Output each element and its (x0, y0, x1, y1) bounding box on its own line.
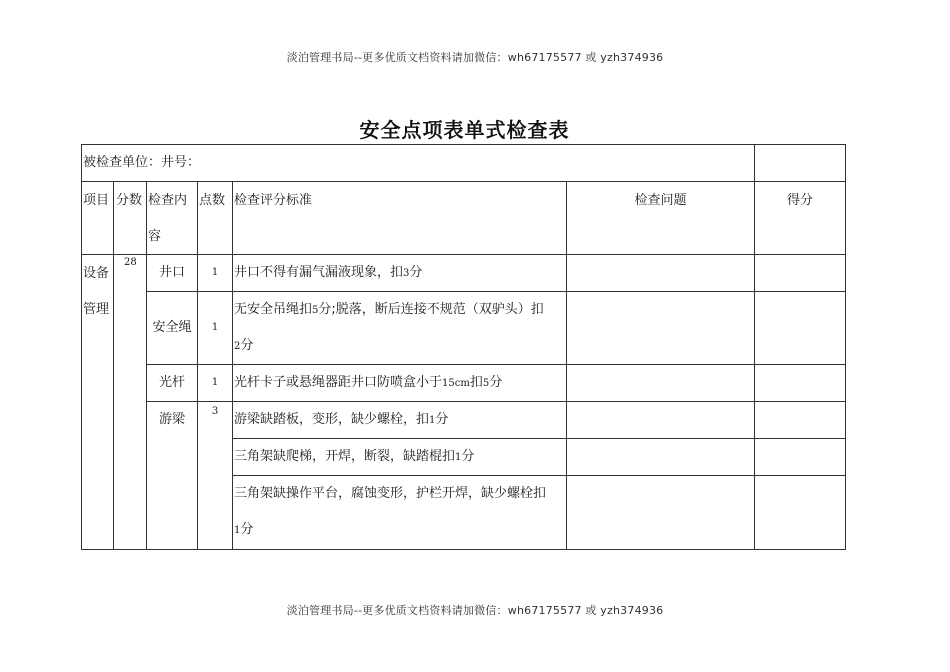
watermark-bottom: 淡泊管理书局--更多优质文档资料请加微信：wh67175577 或 yzh374936 (286, 604, 664, 617)
inspected-unit-label: 被检查单位：井号： (83, 155, 201, 170)
row-line (81, 181, 846, 182)
header-item: 项目 (83, 193, 110, 208)
header-problems: 检查问题 (634, 193, 687, 208)
table-border-left (81, 144, 82, 550)
section-name-line1: 设备 (83, 266, 110, 281)
header-result: 得分 (786, 193, 813, 208)
criteria-polished-rod: 光杆卡子或悬绳器距井口防喷盒小于15cm扣5分 (234, 375, 503, 390)
criteria-safety-rope-line2: 2分 (234, 338, 254, 353)
header-score: 分数 (116, 193, 143, 208)
col-line (566, 181, 567, 550)
header-criteria: 检查评分标准 (234, 193, 313, 208)
criteria-safety-rope-line1: 无安全吊绳扣5分;脱落，断后连接不规范（双驴头）扣 (234, 302, 544, 317)
header-content-line2: 容 (148, 229, 162, 244)
criteria-walking-beam-3-line2: 1分 (234, 522, 254, 537)
points-walking-beam: 3 (211, 406, 219, 417)
header-points: 点数 (199, 193, 226, 208)
points-wellhead: 1 (211, 267, 219, 278)
content-walking-beam: 游梁 (158, 412, 185, 427)
watermark-top: 淡泊管理书局--更多优质文档资料请加微信：wh67175577 或 yzh374936 (286, 51, 664, 64)
header-content-line1: 检查内 (148, 193, 188, 208)
col-line (113, 181, 114, 550)
points-polished-rod: 1 (211, 377, 219, 388)
criteria-walking-beam-3-line1: 三角架缺操作平台，腐蚀变形，护栏开焊，缺少螺栓扣 (234, 486, 547, 501)
criteria-walking-beam-2: 三角架缺爬梯，开焊，断裂，缺踏棍扣1分 (234, 449, 475, 464)
page-title: 安全点项表单式检查表 (359, 118, 570, 142)
criteria-wellhead: 井口不得有漏气漏液现象，扣3分 (234, 265, 423, 280)
table-border-right (845, 144, 846, 550)
table-border-bottom (81, 549, 846, 550)
points-safety-rope: 1 (211, 322, 219, 333)
content-safety-rope: 安全绳 (152, 320, 192, 335)
content-polished-rod: 光杆 (158, 375, 185, 390)
section-score: 28 (124, 257, 137, 268)
content-wellhead: 井口 (158, 265, 185, 280)
section-name-line2: 管理 (83, 302, 110, 317)
criteria-walking-beam-1: 游梁缺踏板，变形，缺少螺栓，扣1分 (234, 412, 449, 427)
